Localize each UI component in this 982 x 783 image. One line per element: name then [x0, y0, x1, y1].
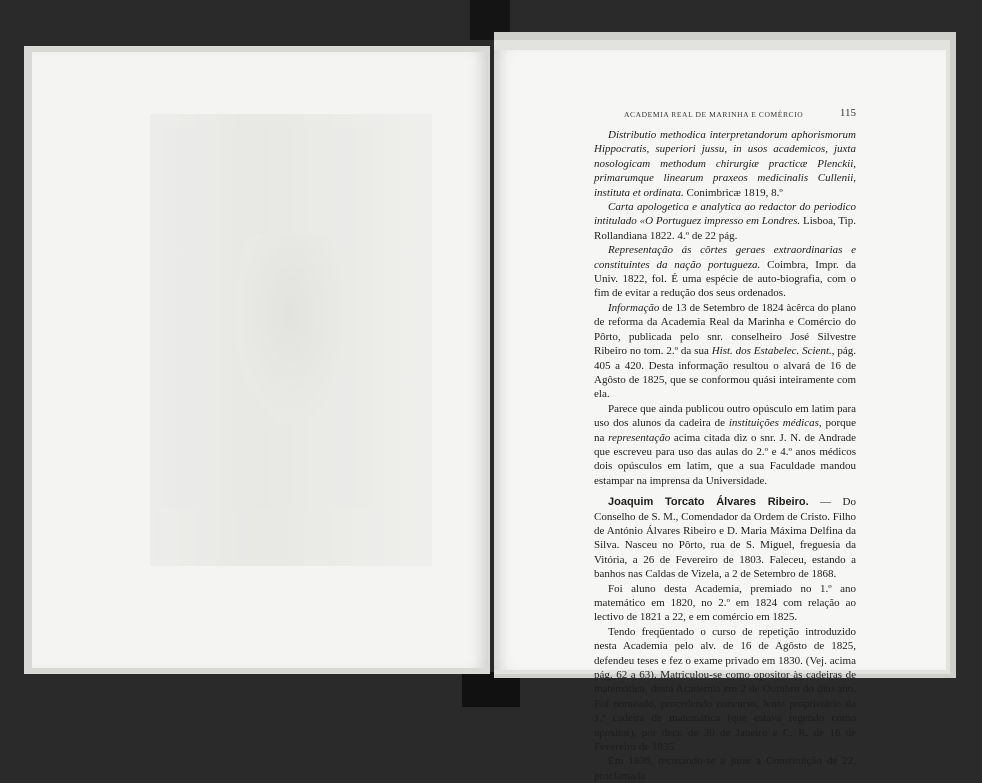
- bibliography-entry: Informação de 13 de Setembro de 1824 àcêrca do plano de reforma da Academia Real da Marinha e Comércio do Pôrto, publicada pelo snr. conselheiro José Silvestre Ribeiro no tom. 2.º da sua Hist. dos Estabelec. Scient., pág. 405 a 420. Desta informação resultou o alvará de 16 de Agôsto de 1825, que se conformou quási inteiramente com ela.: [594, 301, 856, 401]
- page-number: 115: [839, 107, 856, 119]
- bibliography-entry: Carta apologetica e analytica ao redactor do periodico intitulado «O Portuguez impresso em Londres. Lisboa, Tip. Rollandiana 1822. 4.º de 22 pág.: [594, 201, 856, 242]
- paragraph: Parece que ainda publicou outro opúsculo em latim para uso dos alunos da cadeira de instituições médicas, porque na representação acima citada diz o snr. J. N. de Andrade que escreveu para uso das aulas do 2.º e 4.º anos médicos dois opúsculos em latim, que a sua Faculdade mandou estampar na imprensa da Universidade.: [594, 402, 856, 487]
- person-name: Joaquim Torcato Álvares Ribeiro.: [608, 496, 809, 509]
- bibliography-entry: Representação ás côrtes geraes extraordinarias e constituintes da nação portugueza. Coimbra, Impr. da Univ. 1822, fol. É uma espécie de auto-biografia, com o fim de evitar a redução dos seus ordenados.: [594, 244, 856, 300]
- paragraph: Foi aluno desta Academia, premiado no 1.º ano matemático em 1820, no 2.º em 1824 com relação ao lectivo de 1821 a 22, e em comércio em 1825.: [594, 582, 856, 624]
- show-through-portrait: [150, 114, 432, 566]
- left-page: [32, 52, 488, 668]
- biography-entry: Joaquim Torcato Álvares Ribeiro. — Do Conselho de S. M., Comendador da Ordem de Cristo. Filho de António Álvares Ribeiro e D. Maria Máxima Delfina da Silva. Nasceu no Pôrto, rua de S. Miguel, freguesia da Vitória, a 26 de Fevereiro de 1803. Faleceu, estando a banhos nas Caldas de Vizela, a 2 de Setembro de 1868.: [594, 496, 857, 581]
- running-header: [594, 106, 856, 122]
- running-title: ACADEMIA REAL DE MARINHA E COMÉRCIO: [624, 110, 804, 119]
- portrait-silhouette: [230, 234, 350, 434]
- paragraph: Em 1836, recusando-se a jurar a Constituição de 22, proclamada: [594, 755, 856, 782]
- paragraph: Tendo freqüentado o curso de repetição introduzido nesta Academia pelo alv. de 16 de Agôsto de 1825, defendeu teses e fez o exame privado em 1830. (Vej. acima pág. 62 a 63). Matriculou-se como opositor às cadeiras de matemática, desta Academia em 2 de Outubro do dito ano. Foi nomeado, procedendo concurso, lente proprietário da 1.ª cadeira de matemática (que estava regendo como opositor), por decr. de 30 de Janeiro e C. R. de 16 de Fevereiro de 1835.: [594, 625, 856, 754]
- bibliography-entry: Distributio methodica interpretandorum aphorismorum Hippocratis, superiori jussu, in usos academicos, juxta nosologicam methodum chirurgiæ practicæ Plenckii, primarumque linearum praxeos medicinalis Cullenii, instituta et ordinata. Conimbricæ 1819, 8.º: [594, 129, 856, 199]
- page-body-text: [594, 128, 856, 783]
